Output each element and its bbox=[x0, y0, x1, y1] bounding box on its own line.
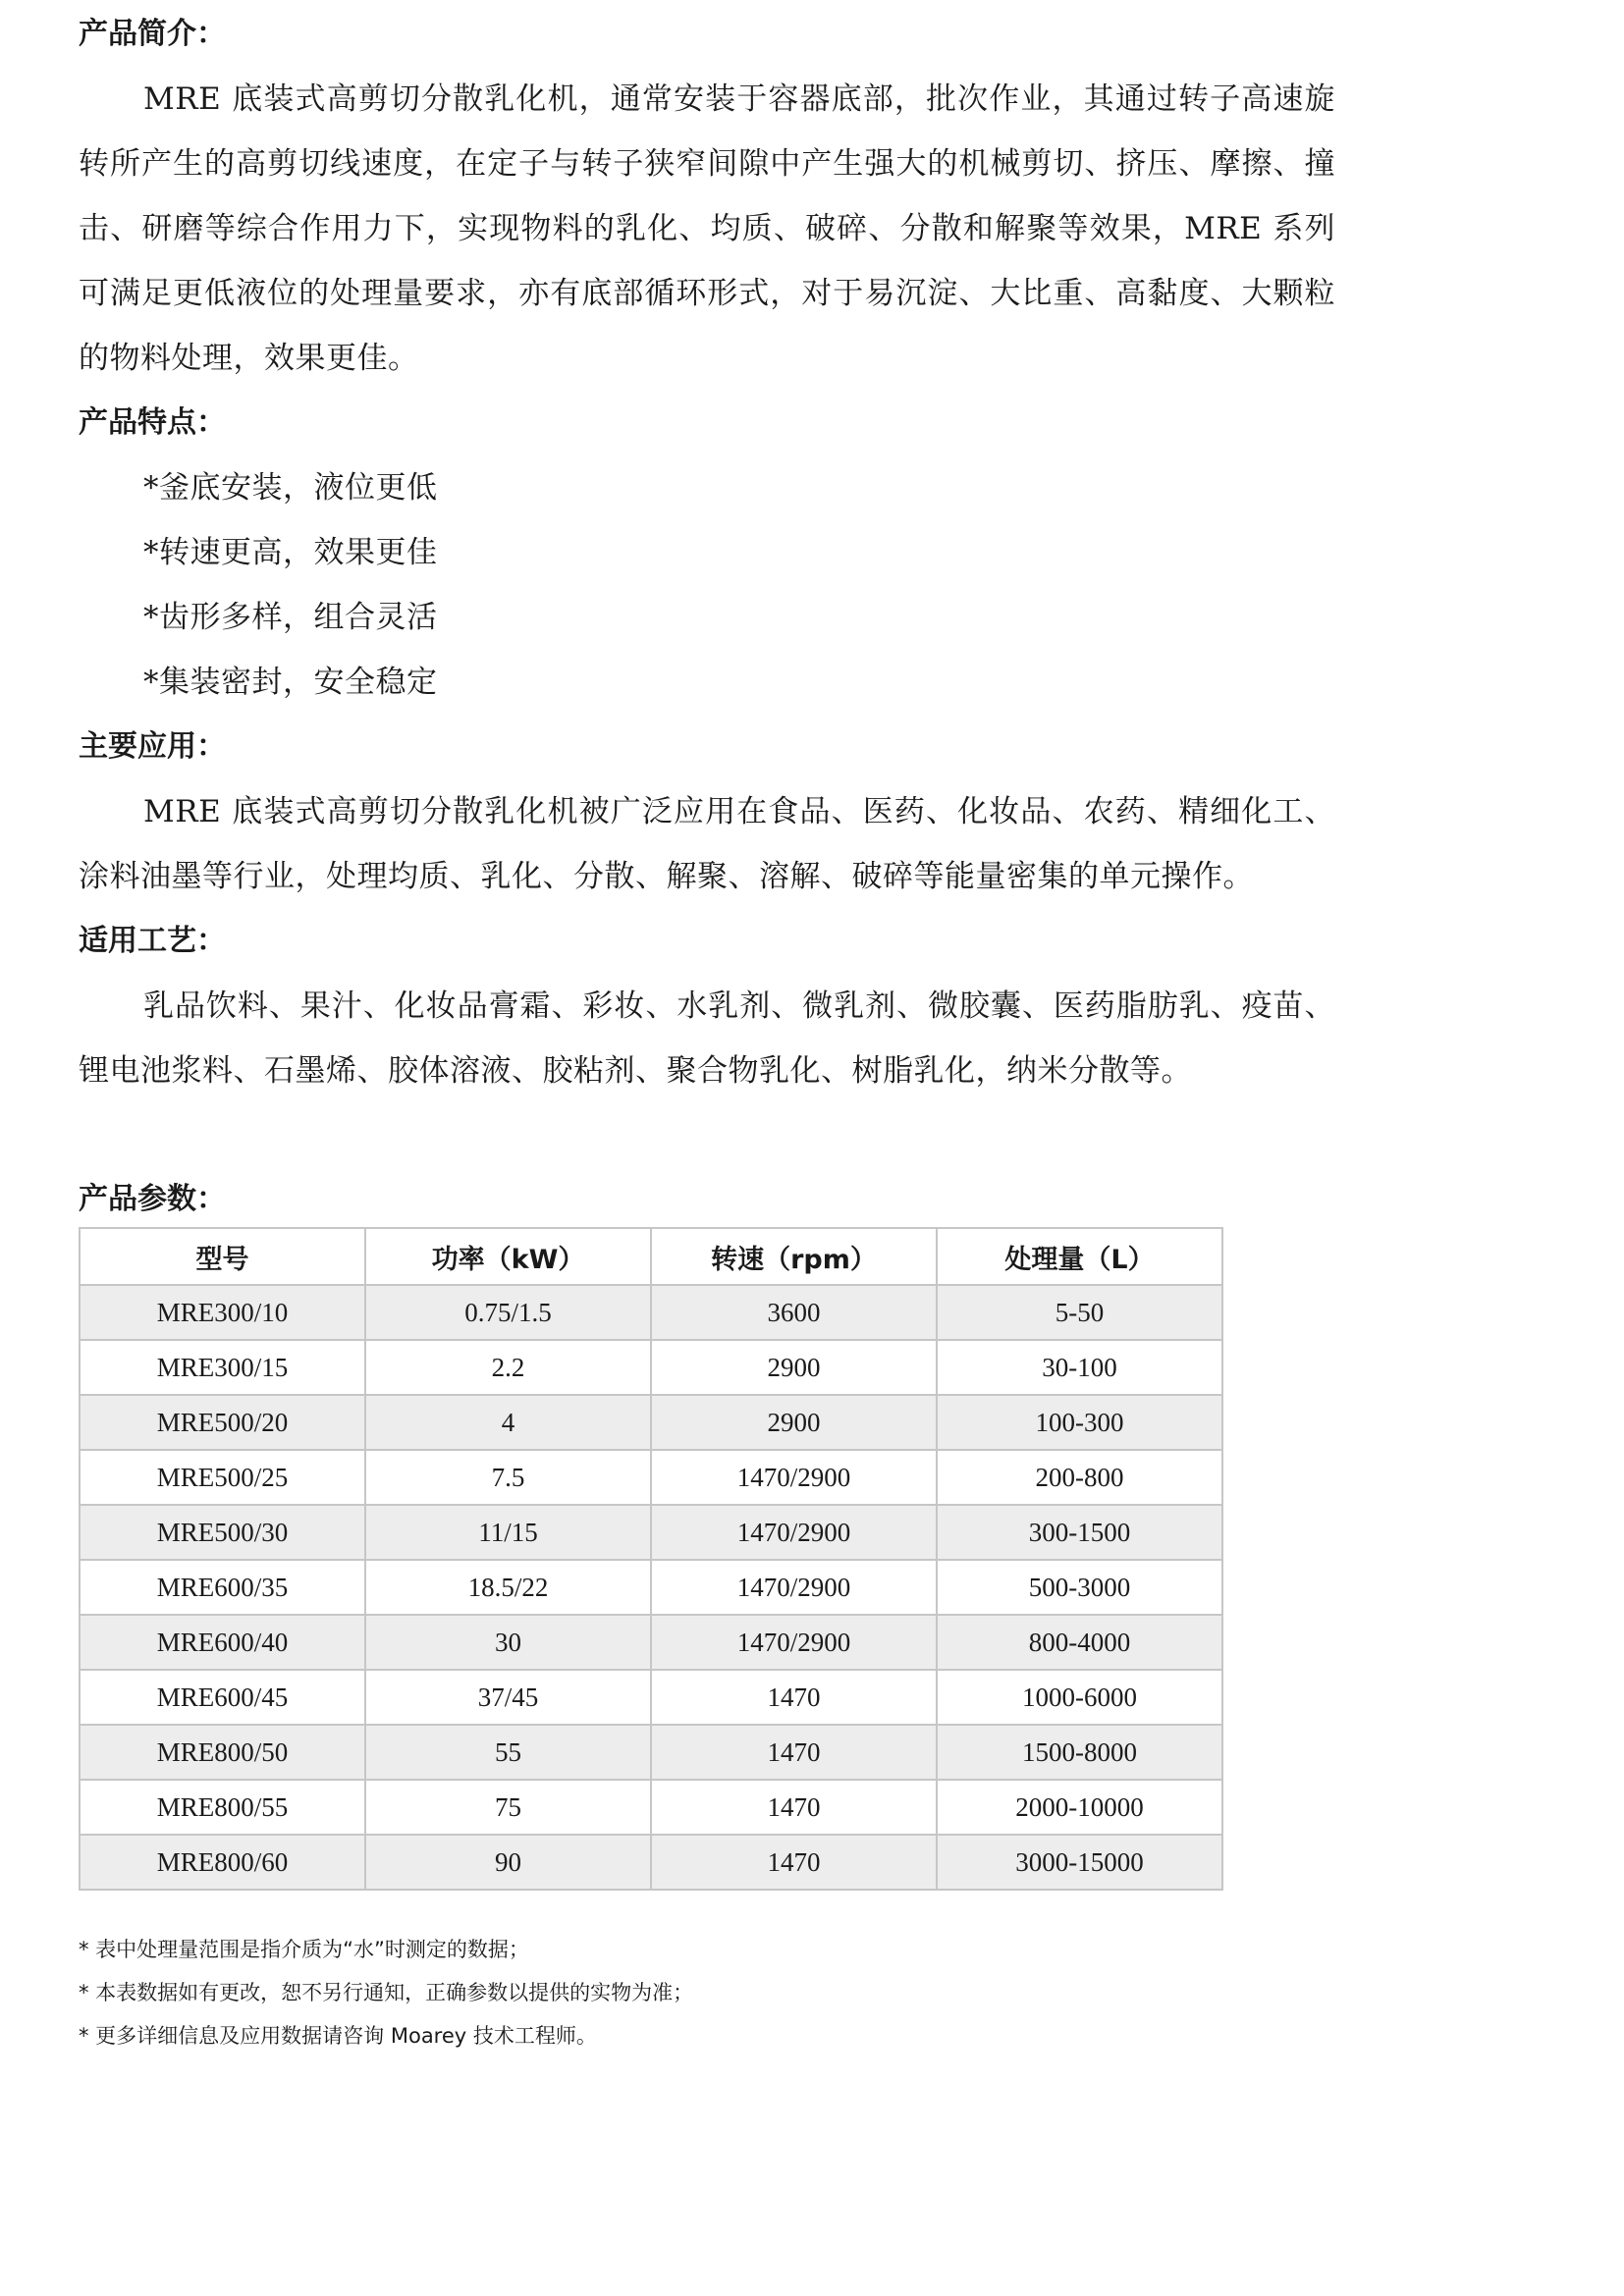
cell-model: MRE300/10 bbox=[80, 1285, 365, 1340]
table-row bbox=[80, 1670, 1222, 1725]
table-row bbox=[80, 1780, 1222, 1835]
cell-speed: 3600 bbox=[651, 1285, 937, 1340]
intro-heading: 产品简介： bbox=[79, 17, 226, 51]
cell-power: 18.5/22 bbox=[365, 1560, 651, 1615]
cell-power: 37/45 bbox=[365, 1670, 651, 1725]
cell-model: MRE500/25 bbox=[80, 1450, 365, 1505]
cell-model: MRE500/30 bbox=[80, 1505, 365, 1560]
cell-model: MRE600/35 bbox=[80, 1560, 365, 1615]
cell-model: MRE800/55 bbox=[80, 1780, 365, 1835]
cell-speed: 1470 bbox=[651, 1835, 937, 1890]
cell-capacity: 30-100 bbox=[937, 1340, 1222, 1395]
cell-power: 2.2 bbox=[365, 1340, 651, 1395]
intro-paragraph: MRE 底装式高剪切分散乳化机，通常安装于容器底部，批次作业，其通过转子高速旋转所产生的高剪切线速度，在定子与转子狭窄间隙中产生强大的机械剪切、挤压、摩擦、撞击、研磨等综合作用力下，实现物料的乳化、均质、破碎、分散和解聚等效果，MRE 系列可满足更低液位的处理量要求，亦有底部循环形式，对于易沉淀、大比重、高黏度、大颗粒的物料处理，效果更佳。 bbox=[79, 81, 1335, 376]
cell-capacity: 1500-8000 bbox=[937, 1725, 1222, 1780]
cell-model: MRE500/20 bbox=[80, 1395, 365, 1450]
cell-power: 7.5 bbox=[365, 1450, 651, 1505]
table-row bbox=[80, 1395, 1222, 1450]
cell-capacity: 200-800 bbox=[937, 1450, 1222, 1505]
cell-speed: 1470 bbox=[651, 1725, 937, 1780]
cell-speed: 1470/2900 bbox=[651, 1505, 937, 1560]
cell-speed: 2900 bbox=[651, 1395, 937, 1450]
cell-model: MRE600/40 bbox=[80, 1615, 365, 1670]
processes-paragraph: 乳品饮料、果汁、化妆品膏霜、彩妆、水乳剂、微乳剂、微胶囊、医药脂肪乳、疫苗、锂电池浆料、石墨烯、胶体溶液、胶粘剂、聚合物乳化、树脂乳化，纳米分散等。 bbox=[79, 988, 1335, 1089]
table-row bbox=[80, 1450, 1222, 1505]
feature-item: *釜底安装，液位更低 bbox=[143, 470, 438, 506]
cell-model: MRE600/45 bbox=[80, 1670, 365, 1725]
processes-heading: 适用工艺： bbox=[79, 924, 226, 958]
cell-capacity: 2000-10000 bbox=[937, 1780, 1222, 1835]
cell-speed: 1470/2900 bbox=[651, 1450, 937, 1505]
cell-capacity: 3000-15000 bbox=[937, 1835, 1222, 1890]
column-header-power: 功率（kW） bbox=[365, 1228, 651, 1285]
table-row bbox=[80, 1615, 1222, 1670]
cell-model: MRE800/50 bbox=[80, 1725, 365, 1780]
applications-heading: 主要应用： bbox=[79, 729, 226, 764]
table-row bbox=[80, 1835, 1222, 1890]
cell-power: 30 bbox=[365, 1615, 651, 1670]
cell-power: 55 bbox=[365, 1725, 651, 1780]
cell-speed: 1470 bbox=[651, 1780, 937, 1835]
column-header-speed: 转速（rpm） bbox=[651, 1228, 937, 1285]
table-row bbox=[80, 1285, 1222, 1340]
cell-speed: 1470 bbox=[651, 1670, 937, 1725]
document-page bbox=[79, 0, 1335, 2057]
cell-power: 90 bbox=[365, 1835, 651, 1890]
cell-power: 11/15 bbox=[365, 1505, 651, 1560]
table-row bbox=[80, 1725, 1222, 1780]
footnote: * 表中处理量范围是指介质为“水”时测定的数据； bbox=[79, 1938, 529, 1961]
table-row bbox=[80, 1505, 1222, 1560]
cell-capacity: 500-3000 bbox=[937, 1560, 1222, 1615]
cell-model: MRE300/15 bbox=[80, 1340, 365, 1395]
features-heading: 产品特点： bbox=[79, 405, 226, 440]
footnote: * 更多详细信息及应用数据请咨询 Moarey 技术工程师。 bbox=[79, 2024, 597, 2048]
column-header-model: 型号 bbox=[80, 1228, 365, 1285]
footnotes bbox=[79, 1928, 1335, 2057]
params-table bbox=[79, 1227, 1223, 1891]
cell-power: 75 bbox=[365, 1780, 651, 1835]
cell-speed: 2900 bbox=[651, 1340, 937, 1395]
cell-capacity: 300-1500 bbox=[937, 1505, 1222, 1560]
cell-capacity: 100-300 bbox=[937, 1395, 1222, 1450]
cell-power: 0.75/1.5 bbox=[365, 1285, 651, 1340]
table-row bbox=[80, 1560, 1222, 1615]
cell-speed: 1470/2900 bbox=[651, 1560, 937, 1615]
cell-power: 4 bbox=[365, 1395, 651, 1450]
cell-capacity: 1000-6000 bbox=[937, 1670, 1222, 1725]
feature-item: *齿形多样，组合灵活 bbox=[143, 600, 438, 635]
applications-paragraph: MRE 底装式高剪切分散乳化机被广泛应用在食品、医药、化妆品、农药、精细化工、涂料油墨等行业，处理均质、乳化、分散、解聚、溶解、破碎等能量密集的单元操作。 bbox=[79, 794, 1335, 894]
cell-model: MRE800/60 bbox=[80, 1835, 365, 1890]
table-header-row bbox=[80, 1228, 1222, 1285]
column-header-capacity: 处理量（L） bbox=[937, 1228, 1222, 1285]
cell-speed: 1470/2900 bbox=[651, 1615, 937, 1670]
params-heading: 产品参数： bbox=[79, 1182, 226, 1216]
footnote: * 本表数据如有更改，恕不另行通知，正确参数以提供的实物为准； bbox=[79, 1981, 694, 2004]
feature-item: *转速更高，效果更佳 bbox=[143, 535, 438, 570]
feature-item: *集装密封，安全稳定 bbox=[143, 665, 438, 700]
table-row bbox=[80, 1340, 1222, 1395]
cell-capacity: 800-4000 bbox=[937, 1615, 1222, 1670]
cell-capacity: 5-50 bbox=[937, 1285, 1222, 1340]
